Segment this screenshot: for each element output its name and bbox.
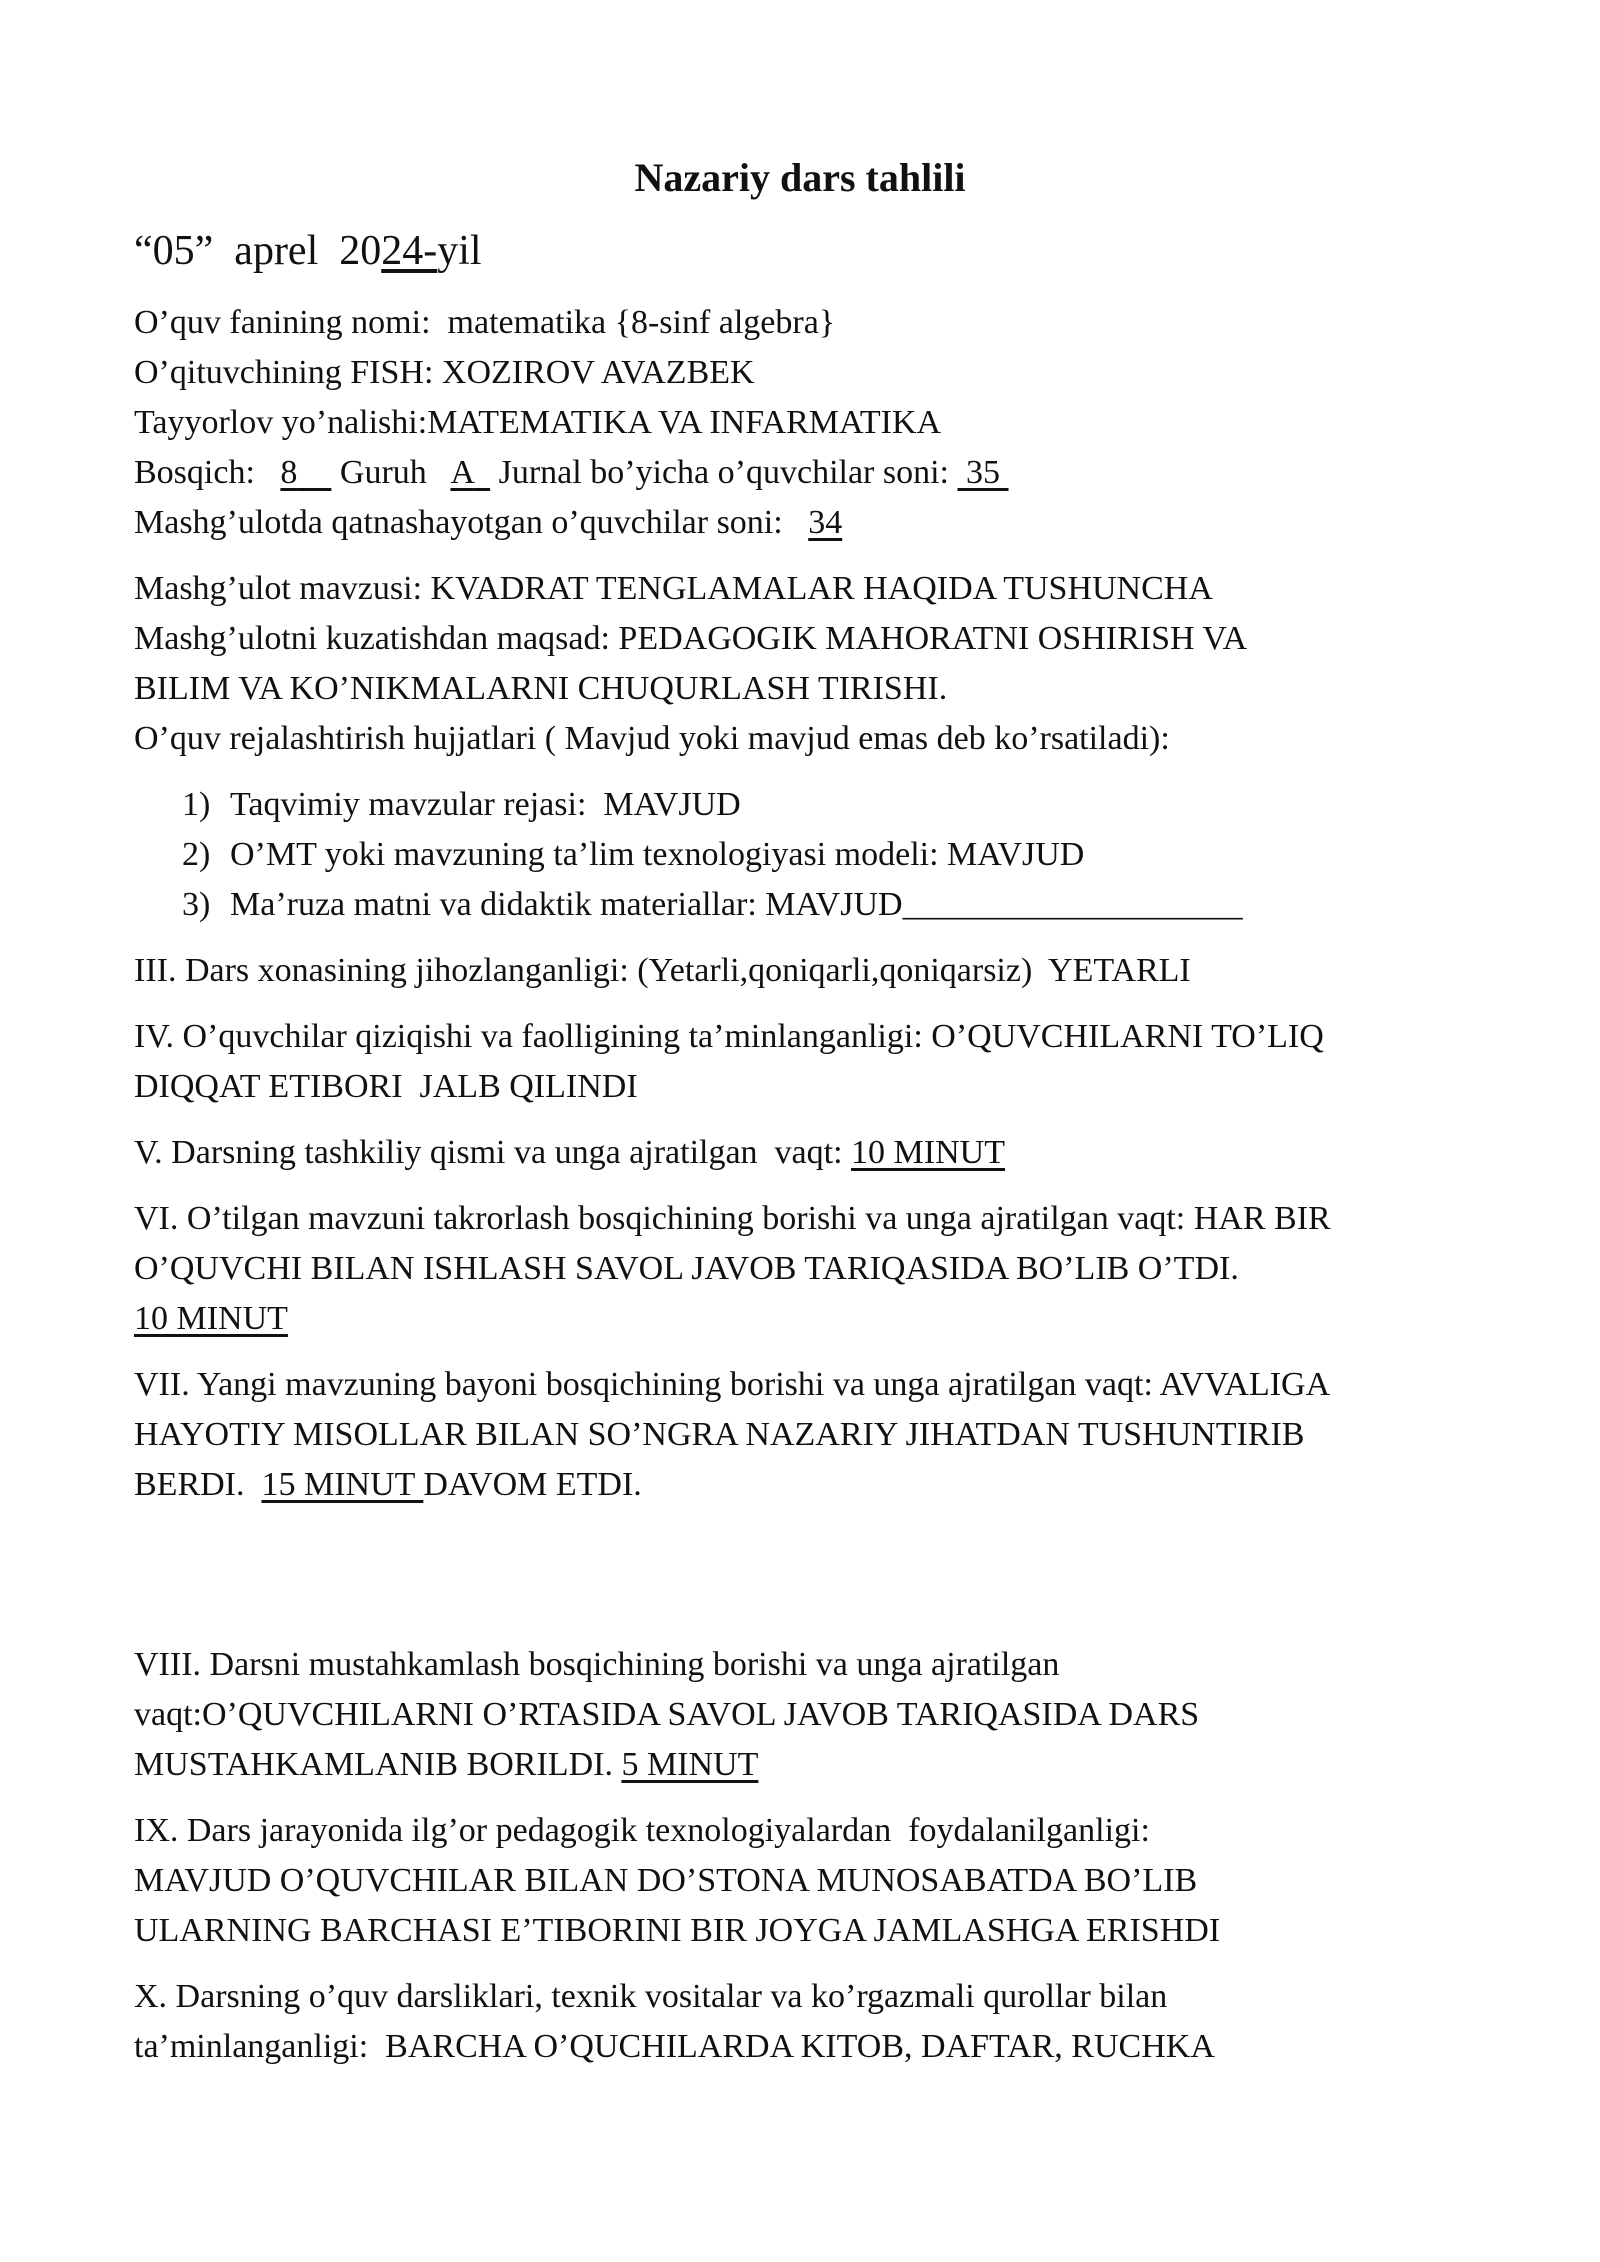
stage-value: 8 bbox=[280, 454, 298, 491]
section-10-line-1: X. Darsning o’quv darsliklari, texnik vositalar va ko’rgazmali qurollar bilan bbox=[134, 1978, 1168, 2015]
section-6-time: 10 MINUT bbox=[134, 1300, 288, 1337]
section-10-line-2: ta’minlanganligi: BARCHA O’QUCHILARDA KITOB, DAFTAR, RUCHKA bbox=[134, 2028, 1215, 2065]
docs-item-3 bbox=[134, 880, 1534, 930]
docs-item-1 bbox=[134, 780, 1534, 830]
journal-value: 35 bbox=[966, 454, 1000, 491]
section-6-line-1: VI. O’tilgan mavzuni takrorlash bosqichining borishi va unga ajratilgan vaqt: HAR BIR bbox=[134, 1200, 1331, 1237]
section-6-line-2: O’QUVCHI BILAN ISHLASH SAVOL JAVOB TARIQASIDA BO’LIB O’TDI. bbox=[134, 1250, 1239, 1287]
subject-value: matematika {8-sinf algebra} bbox=[447, 304, 836, 341]
docs-heading: O’quv rejalashtirish hujjatlari ( Mavjud yoki mavjud emas deb ko’rsatiladi): bbox=[134, 720, 1170, 757]
section-9-line-1: IX. Dars jarayonida ilg’or pedagogik texnologiyalardan foydalanilganligi: bbox=[134, 1812, 1150, 1849]
docs-item-text: O’MT yoki mavzuning ta’lim texnologiyasi modeli: MAVJUD bbox=[230, 836, 1085, 873]
docs-item-number: 1) bbox=[182, 786, 211, 823]
date-year-prefix: 20 bbox=[339, 228, 382, 274]
section-8-text: MUSTAHKAMLANIB BORILDI. bbox=[134, 1746, 613, 1783]
journal-label: Jurnal bo’yicha o’quvchilar soni: bbox=[498, 454, 949, 491]
date-year-suffix: 24- bbox=[381, 228, 438, 274]
section-3: III. Dars xonasining jihozlanganligi: (Yetarli,qoniqarli,qoniqarsiz) YETARLI bbox=[134, 952, 1191, 989]
section-7-text-end: DAVOM ETDI. bbox=[423, 1466, 642, 1503]
date-day: “05” bbox=[134, 228, 214, 274]
section-7-time: 15 MINUT bbox=[261, 1466, 424, 1503]
attending-label: Mashg’ulotda qatnashayotgan o’quvchilar soni: bbox=[134, 504, 783, 541]
subject-line bbox=[134, 298, 1534, 348]
teacher-label: O’qituvchining FISH: bbox=[134, 354, 434, 391]
date-year-tail: yil bbox=[437, 228, 482, 274]
docs-item-text: Taqvimiy mavzular rejasi: MAVJUD bbox=[230, 786, 741, 823]
section-5 bbox=[134, 1128, 1534, 1178]
document-title: Nazariy dars tahlili bbox=[634, 155, 966, 200]
section-5-text: V. Darsning tashkiliy qismi va unga ajratilgan vaqt: bbox=[134, 1134, 843, 1171]
group-label: Guruh bbox=[339, 454, 427, 491]
attending-line bbox=[134, 498, 1534, 548]
section-8-time: 5 MINUT bbox=[621, 1746, 759, 1783]
section-7-line-3 bbox=[134, 1460, 1534, 1510]
document-body bbox=[134, 298, 1534, 2072]
section-5-time: 10 MINUT bbox=[851, 1134, 1005, 1171]
stage-label: Bosqich: bbox=[134, 454, 255, 491]
section-9-line-2: MAVJUD O’QUVCHILAR BILAN DO’STONA MUNOSABATDA BO’LIB bbox=[134, 1862, 1198, 1899]
docs-item-number: 2) bbox=[182, 836, 211, 873]
attending-value: 34 bbox=[808, 504, 843, 541]
section-6-time-line bbox=[134, 1294, 1534, 1344]
subject-label: O’quv fanining nomi: bbox=[134, 304, 431, 341]
teacher-value: XOZIROV AVAZBEK bbox=[441, 354, 755, 391]
section-7-text: BERDI. bbox=[134, 1466, 245, 1503]
teacher-line bbox=[134, 348, 1534, 398]
direction-value: MATEMATIKA VA INFARMATIKA bbox=[427, 404, 942, 441]
topic-line bbox=[134, 564, 1534, 614]
section-8-line-3 bbox=[134, 1740, 1534, 1790]
date-month: aprel bbox=[234, 228, 319, 274]
goal-line-1: Mashg’ulotni kuzatishdan maqsad: PEDAGOGIK MAHORATNI OSHIRISH VA bbox=[134, 620, 1248, 657]
section-4-line-2: DIQQAT ETIBORI JALB QILINDI bbox=[134, 1068, 638, 1105]
direction-line bbox=[134, 398, 1534, 448]
section-8-line-2: vaqt:O’QUVCHILARNI O’RTASIDA SAVOL JAVOB TARIQASIDA DARS bbox=[134, 1696, 1200, 1733]
topic-label: Mashg’ulot mavzusi: bbox=[134, 570, 423, 607]
direction-label: Tayyorlov yo’nalishi: bbox=[134, 404, 428, 441]
docs-item-number: 3) bbox=[182, 886, 211, 923]
section-4-line-1: IV. O’quvchilar qiziqishi va faolligining ta’minlanganligi: O’QUVCHILARNI TO’LIQ bbox=[134, 1018, 1324, 1055]
topic-value: KVADRAT TENGLAMALAR HAQIDA TUSHUNCHA bbox=[430, 570, 1213, 607]
docs-item-2 bbox=[134, 830, 1534, 880]
section-8-line-1: VIII. Darsni mustahkamlash bosqichining borishi va unga ajratilgan bbox=[134, 1646, 1060, 1683]
section-7-line-1: VII. Yangi mavzuning bayoni bosqichining borishi va unga ajratilgan vaqt: AVVALIGA bbox=[134, 1366, 1331, 1403]
docs-item-text: Ma’ruza matni va didaktik materiallar: MAVJUD____________________ bbox=[230, 886, 1243, 923]
goal-line-2: BILIM VA KO’NIKMALARNI CHUQURLASH TIRISHI. bbox=[134, 670, 948, 707]
document-date bbox=[134, 224, 482, 278]
group-value: A bbox=[450, 454, 474, 491]
stage-line bbox=[134, 448, 1534, 498]
section-7-line-2: HAYOTIY MISOLLAR BILAN SO’NGRA NAZARIY JIHATDAN TUSHUNTIRIB bbox=[134, 1416, 1305, 1453]
section-9-line-3: ULARNING BARCHASI E’TIBORINI BIR JOYGA JAMLASHGA ERISHDI bbox=[134, 1912, 1221, 1949]
